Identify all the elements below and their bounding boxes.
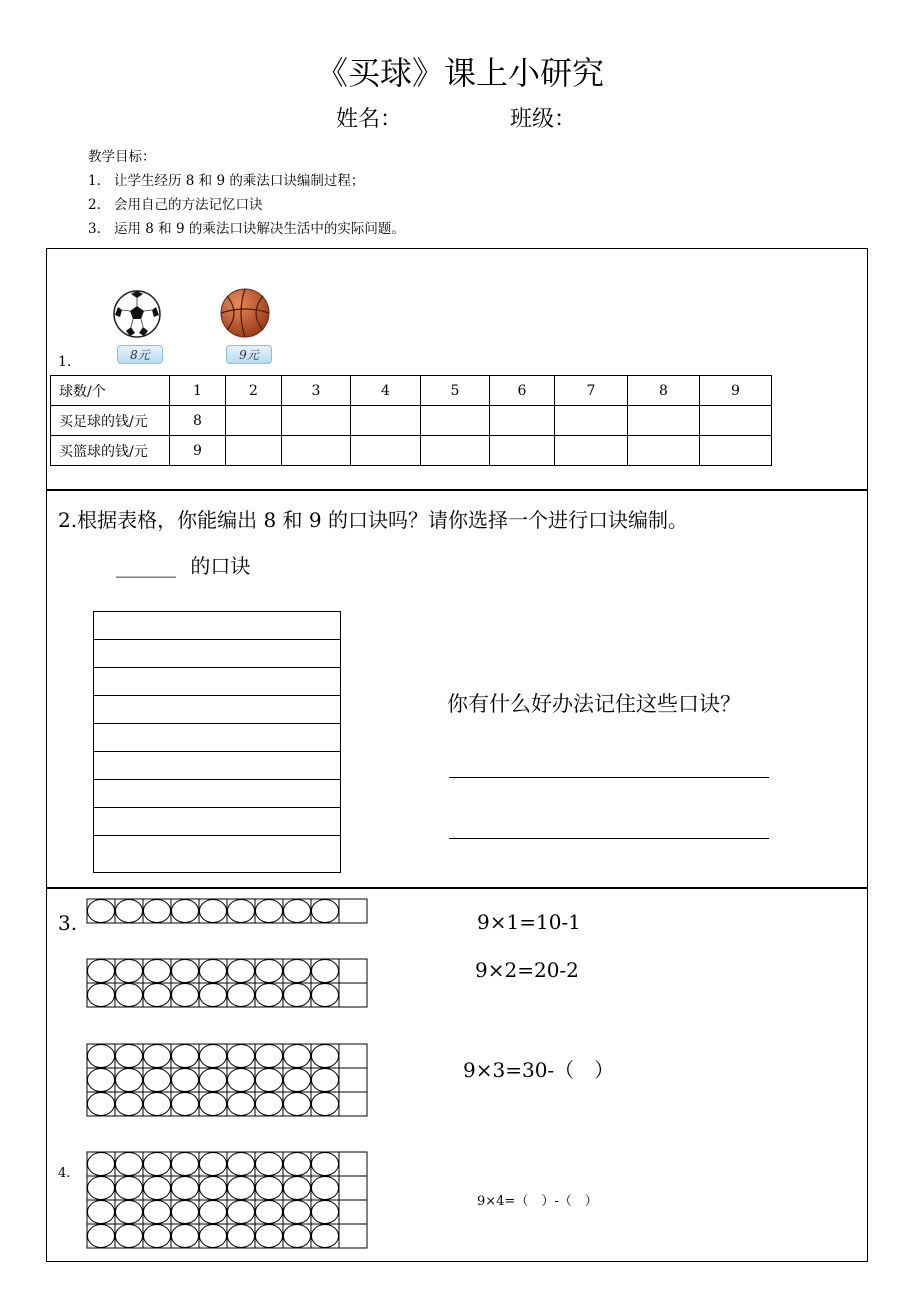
basketball-price-tag: 9元 <box>226 345 272 364</box>
goal-text: 会用自己的方法记忆口诀 <box>114 197 263 213</box>
table-cell[interactable] <box>628 406 700 436</box>
circle-mark <box>116 960 143 983</box>
circle-mark <box>312 900 339 923</box>
circle-mark <box>116 1045 143 1068</box>
table-cell[interactable] <box>226 436 282 466</box>
circle-mark <box>172 984 199 1007</box>
circle-mark <box>256 1201 283 1224</box>
circle-mark <box>256 1153 283 1176</box>
table-header-cell: 2 <box>226 376 282 406</box>
answer-line[interactable] <box>449 838 769 839</box>
circle-mark <box>144 900 171 923</box>
circle-mark <box>88 1069 115 1092</box>
circle-mark <box>200 1225 227 1248</box>
circle-mark <box>144 984 171 1007</box>
circle-mark <box>88 1225 115 1248</box>
table-cell[interactable] <box>282 436 351 466</box>
circle-mark <box>200 984 227 1007</box>
table-cell[interactable] <box>282 406 351 436</box>
circle-mark <box>200 1069 227 1092</box>
goals-heading: 教学目标： <box>88 149 156 165</box>
circle-mark <box>200 1093 227 1116</box>
question-1-number: 1. <box>58 354 72 370</box>
circle-mark <box>88 1093 115 1116</box>
goal-number: 3. <box>88 221 101 237</box>
table-header-cell: 4 <box>351 376 421 406</box>
question-2-prompt: 2.根据表格，你能编出 8 和 9 的口诀吗？请你选择一个进行口诀编制。 <box>58 508 688 532</box>
rhyme-blank[interactable]: ______ <box>116 554 176 578</box>
circle-mark <box>312 1225 339 1248</box>
table-row-label: 买足球的钱/元 <box>51 406 170 436</box>
table-header-cell: 1 <box>170 376 226 406</box>
goal-item <box>88 169 364 189</box>
table-cell[interactable] <box>490 406 555 436</box>
circle-mark <box>144 1177 171 1200</box>
circle-mark <box>172 1045 199 1068</box>
table-header-cell: 5 <box>421 376 490 406</box>
goal-item <box>88 217 405 237</box>
goal-number: 2. <box>88 197 101 213</box>
circle-mark <box>144 1045 171 1068</box>
grid-cell <box>339 1200 367 1224</box>
table-header-cell: 6 <box>490 376 555 406</box>
table-header-row <box>51 376 772 406</box>
circle-mark <box>228 1093 255 1116</box>
circle-mark <box>228 984 255 1007</box>
circle-mark <box>312 1177 339 1200</box>
table-cell[interactable] <box>490 436 555 466</box>
circle-mark <box>312 1093 339 1116</box>
table-cell[interactable] <box>351 436 421 466</box>
goal-number: 1. <box>88 173 101 189</box>
circle-mark <box>284 1225 311 1248</box>
circle-mark <box>284 900 311 923</box>
circle-mark <box>200 1045 227 1068</box>
circle-mark <box>172 1201 199 1224</box>
circle-mark <box>172 1225 199 1248</box>
circle-mark <box>116 1225 143 1248</box>
circle-mark <box>312 1201 339 1224</box>
circle-mark <box>88 984 115 1007</box>
grid-cell <box>339 1224 367 1248</box>
circle-mark <box>144 1201 171 1224</box>
equation: 9×4=（ ）-（ ） <box>477 1194 598 1209</box>
equation: 9×1=10-1 <box>477 910 581 934</box>
answer-line[interactable] <box>449 777 769 778</box>
price-table <box>50 375 772 466</box>
memory-question: 你有什么好办法记住这些口诀？ <box>447 692 741 716</box>
basketball-icon <box>219 287 271 339</box>
table-cell[interactable] <box>421 406 490 436</box>
table-header-cell: 8 <box>628 376 700 406</box>
rhyme-writing-box[interactable] <box>93 611 341 873</box>
table-cell[interactable] <box>700 436 772 466</box>
circle-mark <box>312 984 339 1007</box>
circle-mark <box>312 960 339 983</box>
rhyme-suffix: 的口诀 <box>190 554 251 578</box>
goal-item <box>88 193 263 213</box>
circle-mark <box>256 984 283 1007</box>
circle-mark <box>228 1045 255 1068</box>
class-label: 班级： <box>510 107 577 132</box>
table-row <box>51 436 772 466</box>
circle-mark <box>312 1069 339 1092</box>
grid-cell <box>339 1092 367 1116</box>
circle-mark <box>228 1153 255 1176</box>
table-row <box>51 406 772 436</box>
circle-mark <box>200 900 227 923</box>
circle-mark <box>200 1153 227 1176</box>
circle-mark <box>256 1177 283 1200</box>
circle-mark <box>144 1093 171 1116</box>
circle-mark <box>144 960 171 983</box>
circle-mark <box>116 1069 143 1092</box>
circle-mark <box>88 1177 115 1200</box>
circle-mark <box>116 1153 143 1176</box>
table-cell[interactable] <box>351 406 421 436</box>
circle-mark <box>256 1069 283 1092</box>
name-label: 姓名： <box>336 107 403 132</box>
circle-mark <box>172 1177 199 1200</box>
table-cell[interactable] <box>700 406 772 436</box>
soccer-price-tag: 8元 <box>117 345 163 364</box>
circle-grid-1 <box>86 898 368 926</box>
circle-mark <box>256 900 283 923</box>
circle-mark <box>228 960 255 983</box>
circle-mark <box>88 1045 115 1068</box>
table-header-cell: 7 <box>555 376 628 406</box>
circle-mark <box>256 960 283 983</box>
grid-cell <box>339 959 367 983</box>
circle-mark <box>88 960 115 983</box>
table-row-label: 买篮球的钱/元 <box>51 436 170 466</box>
circle-grid-2 <box>86 958 368 1010</box>
circle-mark <box>116 1177 143 1200</box>
circle-mark <box>228 1225 255 1248</box>
circle-mark <box>88 900 115 923</box>
question-4-number: 4. <box>58 1166 71 1181</box>
circle-mark <box>284 960 311 983</box>
table-cell[interactable] <box>555 436 628 466</box>
circle-mark <box>88 1201 115 1224</box>
soccer-ball-icon <box>112 289 162 339</box>
grid-cell <box>339 899 367 923</box>
rhyme-title-row <box>116 550 250 579</box>
circle-mark <box>144 1225 171 1248</box>
circle-mark <box>172 900 199 923</box>
goal-text: 让学生经历 8 和 9 的乘法口诀编制过程； <box>114 173 365 189</box>
question-3-number: 3. <box>58 911 78 935</box>
circle-mark <box>256 1225 283 1248</box>
grid-cell <box>339 1176 367 1200</box>
grid-cell <box>339 1152 367 1176</box>
table-cell[interactable] <box>555 406 628 436</box>
grid-cell <box>339 1044 367 1068</box>
table-cell[interactable] <box>226 406 282 436</box>
page-title: 《买球》课上小研究 <box>315 54 604 92</box>
circle-mark <box>228 1177 255 1200</box>
circle-mark <box>144 1153 171 1176</box>
table-cell[interactable] <box>421 436 490 466</box>
circle-mark <box>256 1093 283 1116</box>
table-header-label: 球数/个 <box>51 376 170 406</box>
equation: 9×2=20-2 <box>475 958 579 982</box>
circle-mark <box>228 1201 255 1224</box>
circle-mark <box>284 1069 311 1092</box>
circle-mark <box>172 1153 199 1176</box>
circle-mark <box>172 960 199 983</box>
circle-mark <box>228 1069 255 1092</box>
circle-mark <box>172 1093 199 1116</box>
circle-grid-3 <box>86 1043 368 1119</box>
circle-grid-4 <box>86 1151 368 1251</box>
grid-cell <box>339 1068 367 1092</box>
circle-mark <box>312 1045 339 1068</box>
equation: 9×3=30-（ ） <box>463 1058 615 1082</box>
circle-mark <box>312 1153 339 1176</box>
circle-mark <box>200 1201 227 1224</box>
circle-mark <box>284 984 311 1007</box>
table-header-cell: 3 <box>282 376 351 406</box>
circle-mark <box>284 1201 311 1224</box>
circle-mark <box>228 900 255 923</box>
circle-mark <box>200 960 227 983</box>
circle-mark <box>116 1093 143 1116</box>
circle-mark <box>284 1093 311 1116</box>
circle-mark <box>200 1177 227 1200</box>
circle-mark <box>116 984 143 1007</box>
table-cell: 9 <box>170 436 226 466</box>
circle-mark <box>88 1153 115 1176</box>
circle-mark <box>116 900 143 923</box>
goal-text: 运用 8 和 9 的乘法口诀解决生活中的实际问题。 <box>114 221 405 237</box>
circle-mark <box>144 1069 171 1092</box>
table-header-cell: 9 <box>700 376 772 406</box>
grid-cell <box>339 983 367 1007</box>
circle-mark <box>284 1177 311 1200</box>
circle-mark <box>284 1153 311 1176</box>
table-cell: 8 <box>170 406 226 436</box>
circle-mark <box>172 1069 199 1092</box>
circle-mark <box>116 1201 143 1224</box>
table-cell[interactable] <box>628 436 700 466</box>
circle-mark <box>284 1045 311 1068</box>
circle-mark <box>256 1045 283 1068</box>
